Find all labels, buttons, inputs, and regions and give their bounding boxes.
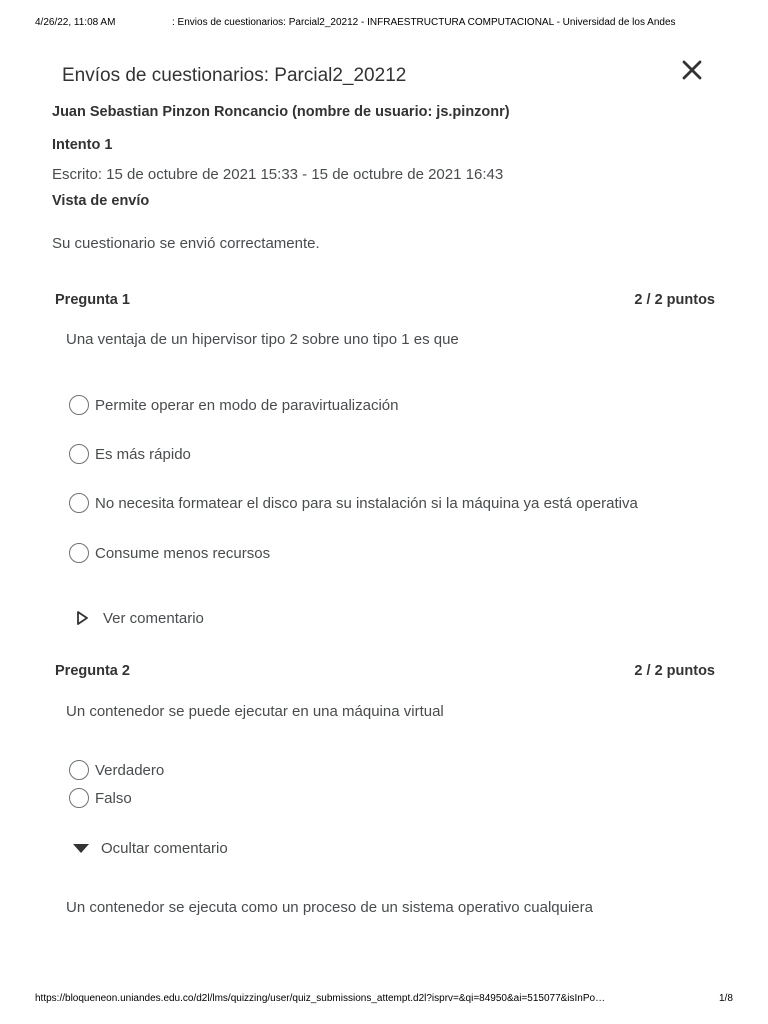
written-dates: Escrito: 15 de octubre de 2021 15:33 - 15 de octubre de 2021 16:43 [52, 166, 504, 183]
toggle-label: Ocultar comentario [101, 839, 228, 857]
show-feedback-toggle[interactable] [74, 607, 204, 629]
question-text: Un contenedor se puede ejecutar en una máquina virtual [66, 703, 444, 720]
radio-button[interactable] [69, 444, 89, 464]
answer-option[interactable] [69, 442, 191, 466]
page-title: Envíos de cuestionarios: Parcial2_20212 [62, 65, 407, 86]
answer-option[interactable] [69, 786, 132, 810]
triangle-right-outline-icon [74, 610, 90, 626]
triangle-down-filled-icon [72, 840, 88, 856]
question-points: 2 / 2 puntos [634, 292, 715, 308]
option-label: Consume menos recursos [95, 544, 271, 562]
radio-button[interactable] [69, 788, 89, 808]
question-title: Pregunta 1 [55, 292, 130, 308]
close-icon[interactable] [680, 58, 704, 82]
feedback-text: Un contenedor se ejecuta como un proceso de un sistema operativo cualquiera [66, 899, 593, 916]
print-page-title: : Envios de cuestionarios: Parcial2_20212 - INFRAESTRUCTURA COMPUTACIONAL - Universidad de los Andes [172, 17, 676, 28]
print-url: https://bloqueneon.uniandes.edu.co/d2l/lms/quizzing/user/quiz_submissions_attempt.d2l?isprv=&qi=84950&ai=515077&isInPo… [35, 993, 606, 1004]
submission-view-label: Vista de envío [52, 193, 150, 209]
option-label: No necesita formatear el disco para su instalación si la máquina ya está operativa [95, 494, 638, 512]
success-message: Su cuestionario se envió correctamente. [52, 235, 320, 252]
answer-option[interactable] [69, 758, 164, 782]
print-timestamp: 4/26/22, 11:08 AM [35, 17, 116, 28]
option-label: Falso [95, 789, 132, 807]
question-text: Una ventaja de un hipervisor tipo 2 sobre uno tipo 1 es que [66, 331, 459, 348]
answer-option[interactable] [69, 541, 270, 565]
answer-option[interactable] [69, 393, 399, 417]
print-page-number: 1/8 [719, 993, 733, 1004]
radio-button[interactable] [69, 760, 89, 780]
answer-option[interactable] [69, 491, 638, 515]
attempt-label: Intento 1 [52, 137, 113, 153]
toggle-label: Ver comentario [103, 609, 204, 627]
option-label: Verdadero [95, 761, 165, 779]
user-name: Juan Sebastian Pinzon Roncancio (nombre de usuario: js.pinzonr) [52, 104, 510, 120]
question-title: Pregunta 2 [55, 663, 130, 679]
radio-button[interactable] [69, 395, 89, 415]
question-points: 2 / 2 puntos [634, 663, 715, 679]
radio-button[interactable] [69, 493, 89, 513]
option-label: Es más rápido [95, 445, 191, 463]
hide-feedback-toggle[interactable] [72, 837, 228, 859]
option-label: Permite operar en modo de paravirtualización [95, 396, 399, 414]
radio-button[interactable] [69, 543, 89, 563]
